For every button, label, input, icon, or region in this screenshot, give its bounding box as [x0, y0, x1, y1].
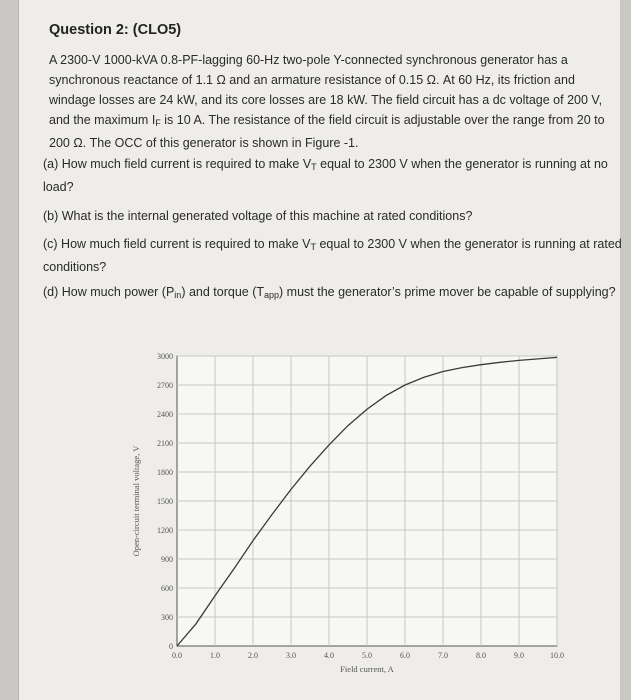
y-tick-label: 1500 [157, 497, 173, 506]
part-d-subscript-app: app [264, 290, 280, 300]
question-title: Question 2: (CLO5) [49, 22, 182, 38]
x-axis-label: Field current, A [340, 664, 394, 674]
question-body-tail: is 10 A. The resistance of the field circuit is adjustable over the range from 20 to 200 Ω. The OCC of this generator is shown in Figure -1. [49, 113, 605, 150]
y-tick-label: 1200 [157, 526, 173, 535]
part-d-text-tail: ) must the generator’s prime mover be capable of supplying? [279, 285, 616, 299]
y-axis-label: Open-circuit terminal voltage, V [131, 445, 141, 557]
part-c-text-tail: equal to 2300 V when the generator is running at rated conditions? [43, 237, 622, 274]
x-tick-label: 7.0 [438, 651, 448, 660]
y-tick-label: 2400 [157, 410, 173, 419]
field-current-subscript: F [155, 118, 161, 128]
y-tick-label: 3000 [157, 352, 173, 361]
x-tick-label: 8.0 [476, 651, 486, 660]
part-c-subscript: T [310, 242, 316, 252]
occ-chart [119, 340, 579, 680]
document-page [18, 0, 620, 700]
x-tick-label: 9.0 [514, 651, 524, 660]
question-body-text: A 2300-V 1000-kVA 0.8-PF-lagging 60-Hz two-pole Y-connected synchronous generator has a synchronous reactance of 1.1 Ω and an armature resistance of 0.15 Ω. At 60 Hz, its friction and windage losses are 24 kW, and its core losses are 18 kW. The field circuit has a dc voltage of 200 V, and the maximum I [49, 53, 603, 127]
part-d-text: (d) How much power (P [43, 285, 175, 299]
x-tick-label: 4.0 [324, 651, 334, 660]
occ-chart-svg [119, 340, 579, 680]
x-tick-label: 1.0 [210, 651, 220, 660]
y-tick-label: 900 [161, 555, 173, 564]
y-tick-label: 1800 [157, 468, 173, 477]
y-tick-label: 2100 [157, 439, 173, 448]
x-tick-label: 5.0 [362, 651, 372, 660]
part-a-subscript: T [311, 162, 317, 172]
part-d-text-mid: ) and torque (T [181, 285, 264, 299]
y-tick-label: 0 [169, 642, 173, 651]
x-tick-label: 6.0 [400, 651, 410, 660]
part-d [43, 282, 623, 305]
part-c-text: (c) How much field current is required to make V [43, 237, 311, 251]
part-a-text: (a) How much field current is required to make V [43, 157, 312, 171]
x-tick-label: 2.0 [248, 651, 258, 660]
y-tick-label: 300 [161, 613, 173, 622]
x-tick-label: 10.0 [550, 651, 564, 660]
part-a-text-tail: equal to 2300 V when the generator is running at no load? [43, 157, 608, 194]
part-c [43, 234, 623, 277]
question-body [49, 50, 614, 153]
part-a [43, 154, 623, 197]
part-d-subscript-in: in [174, 290, 182, 300]
part-b: (b) What is the internal generated voltage of this machine at rated conditions? [43, 209, 473, 223]
y-tick-label: 2700 [157, 381, 173, 390]
x-tick-label: 3.0 [286, 651, 296, 660]
x-tick-label: 0.0 [172, 651, 182, 660]
y-tick-label: 600 [161, 584, 173, 593]
